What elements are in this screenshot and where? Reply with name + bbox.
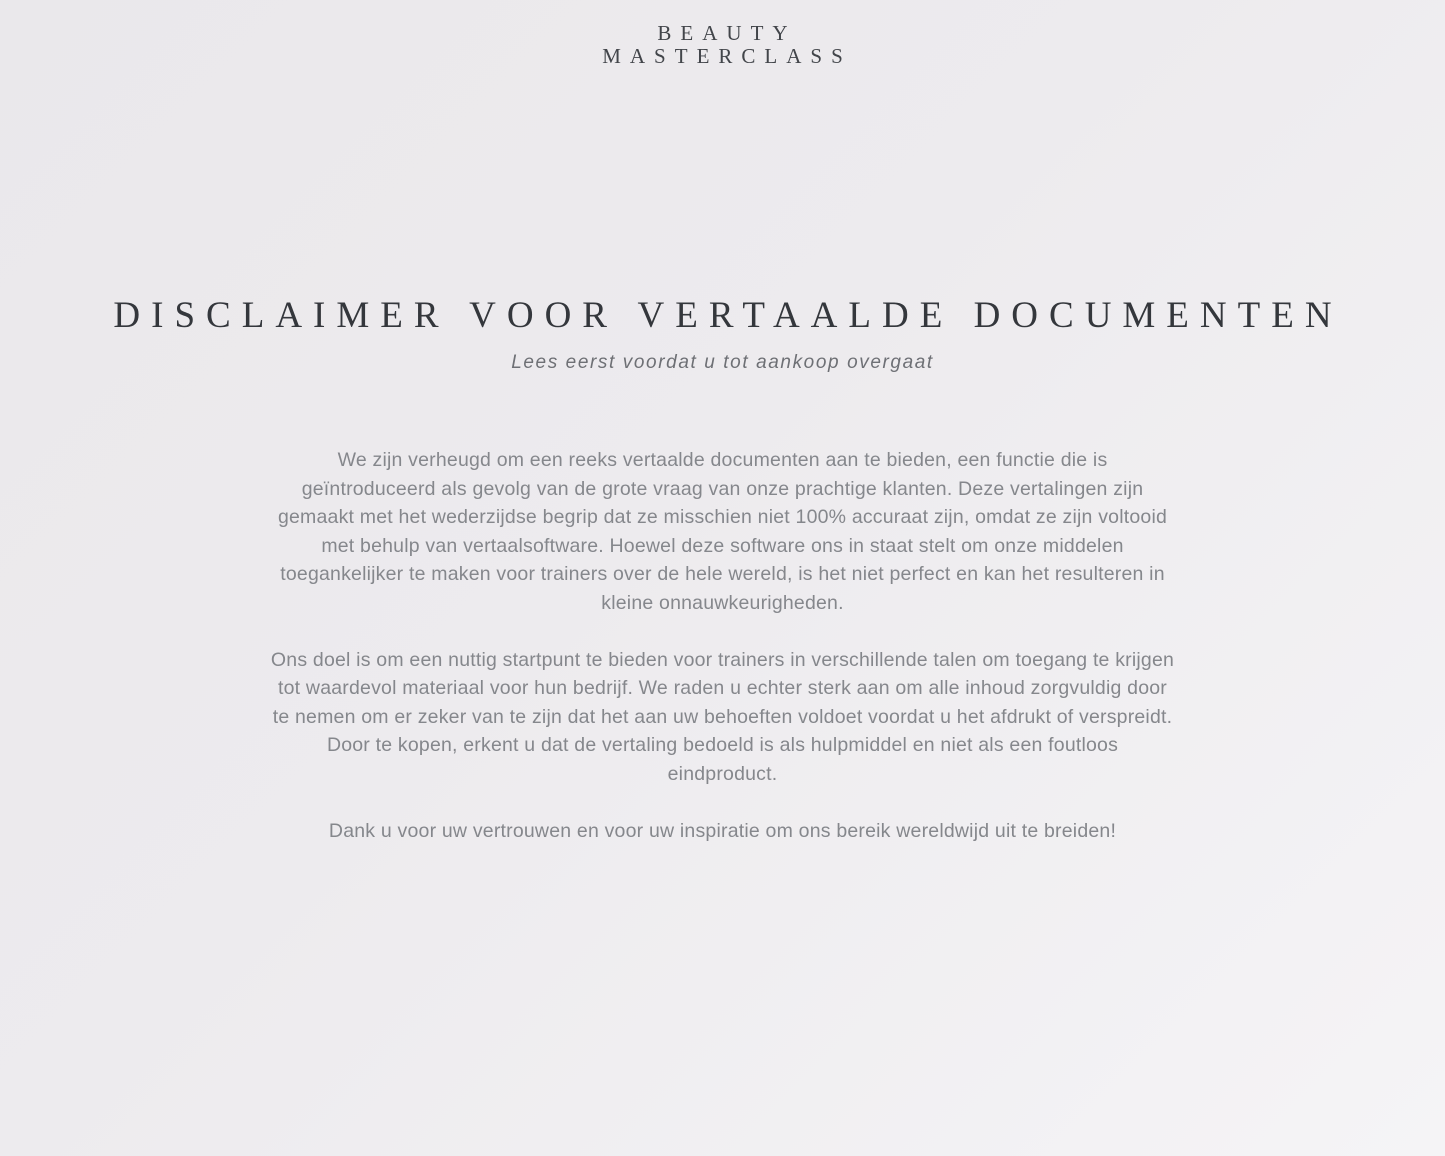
brand-line-1: BEAUTY [657,21,797,45]
paragraph-intro: We zijn verheugd om een reeks vertaalde documenten aan te bieden, een functie die is geïntroduceerd als gevolg van de grote vraag van onze prachtige klanten. Deze vertalingen zijn gemaakt met het wederzijdse begrip dat ze misschien niet 100% accuraat zijn, omdat ze zijn voltooid met behulp van vertaalsoftware. Hoewel deze software ons in staat stelt om onze middelen toegankelijker te maken voor trainers over de hele wereld, is het niet perfect en kan het resulteren in kleine onnauwkeurigheden. [277,449,1168,614]
disclaimer-body [270,446,1175,845]
paragraph-purpose: Ons doel is om een nuttig startpunt te bieden voor trainers in verschillende talen om toegang te krijgen tot waardevol materiaal voor hun bedrijf. We raden u echter sterk aan om alle inhoud zorgvuldig door te nemen om er zeker van te zijn dat het aan uw behoeften voldoet voordat u het afdrukt of verspreidt. Door te kopen, erkent u dat de vertaling bedoeld is als hulpmiddel en niet als een foutloos eindproduct. [270,648,1175,785]
heading-block [0,296,1445,374]
paragraph-thanks: Dank u voor uw vertrouwen en voor uw inspiratie om ons bereik wereldwijd uit te breiden! [328,819,1117,842]
brand-logo [0,0,1445,68]
page-title: DISCLAIMER VOOR VERTAALDE DOCUMENTEN [113,295,1343,336]
page-subtitle: Lees eerst voordat u tot aankoop overgaat [511,352,934,373]
brand-line-2: MASTERCLASS [602,44,852,68]
